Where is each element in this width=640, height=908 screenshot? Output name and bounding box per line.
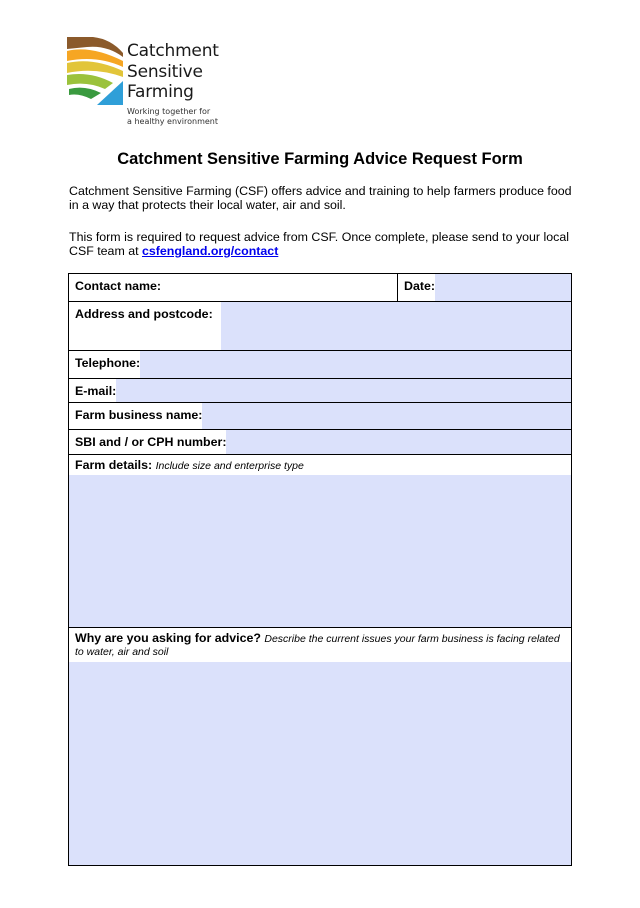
- csf-logo: [67, 35, 267, 135]
- date-cell: [397, 274, 571, 301]
- telephone-row: [69, 351, 571, 379]
- farm-details-hint: Include size and enterprise type: [155, 460, 304, 472]
- logo-tagline: Working together for a healthy environment: [127, 107, 218, 126]
- farm-business-name-field[interactable]: [202, 403, 571, 429]
- email-label: E-mail:: [69, 379, 116, 402]
- csf-logo-icon: [67, 35, 123, 105]
- contact-name-cell[interactable]: [69, 274, 397, 301]
- farm-details-field[interactable]: [69, 475, 571, 627]
- why-advice-label: Why are you asking for advice?: [75, 631, 261, 645]
- logo-name: Catchment Sensitive Farming: [127, 41, 219, 102]
- why-advice-hint: Describe the current issues your farm business is facing related to water, air and soil: [75, 633, 560, 658]
- contact-name-label: Contact name:: [69, 274, 161, 301]
- telephone-field[interactable]: [140, 351, 571, 378]
- farm-details-row: [69, 455, 571, 628]
- why-advice-header: [69, 628, 571, 662]
- farm-details-label: Farm details:: [75, 458, 153, 472]
- request-form: [68, 273, 572, 866]
- sbi-cph-row: [69, 430, 571, 455]
- contact-link[interactable]: csfengland.org/contact: [142, 244, 279, 258]
- why-advice-row: [69, 628, 571, 865]
- telephone-label: Telephone:: [69, 351, 140, 378]
- email-field[interactable]: [116, 379, 571, 402]
- date-field[interactable]: [435, 274, 571, 301]
- farm-business-row: [69, 403, 571, 430]
- sbi-cph-field[interactable]: [226, 430, 571, 454]
- address-row: [69, 302, 571, 351]
- instructions-text: This form is required to request advice from CSF. Once complete, please send to your local CSF team at: [69, 230, 569, 258]
- sbi-cph-label: SBI and / or CPH number:: [69, 430, 226, 454]
- farm-details-header: [69, 455, 571, 475]
- contact-row: [69, 274, 571, 302]
- farm-business-name-label: Farm business name:: [69, 403, 202, 429]
- page-title: Catchment Sensitive Farming Advice Request Form: [117, 150, 523, 168]
- why-advice-field[interactable]: [69, 662, 571, 865]
- address-field[interactable]: [221, 302, 571, 350]
- instructions-paragraph: [69, 230, 579, 258]
- email-row: [69, 379, 571, 403]
- intro-paragraph: Catchment Sensitive Farming (CSF) offers advice and training to help farmers produce food in a way that protects their local water, air and soil.: [69, 184, 572, 212]
- date-label: Date:: [398, 274, 435, 301]
- address-label: Address and postcode:: [69, 302, 221, 350]
